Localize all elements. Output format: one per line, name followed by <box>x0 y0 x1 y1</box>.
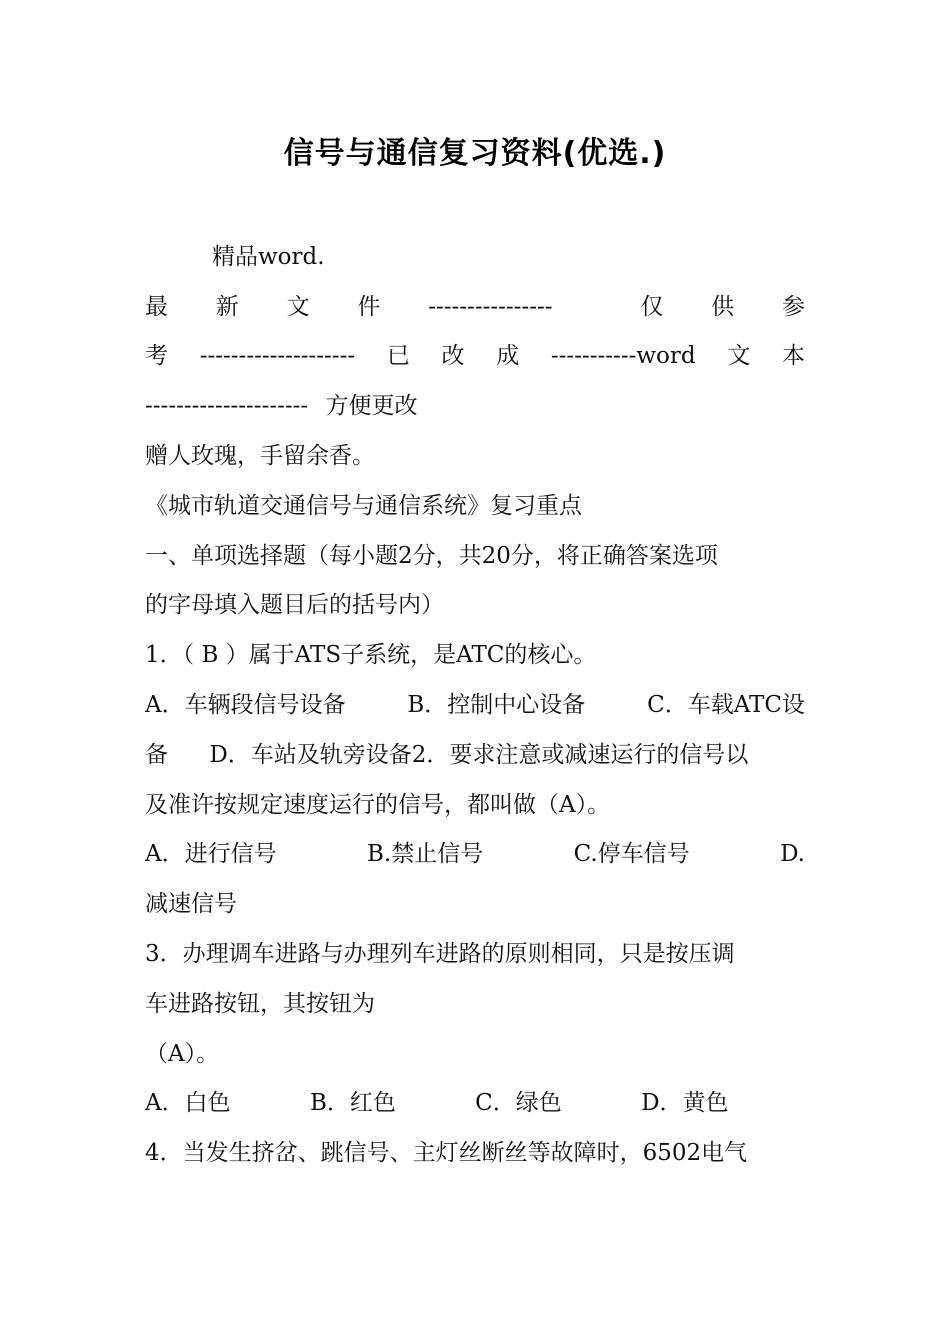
option-c: C．车载ATC设 <box>647 692 805 718</box>
greeting-line: 赠人玫瑰，手留余香。 <box>145 443 375 469</box>
option-d: D. <box>780 841 805 867</box>
option-a: A．进行信号 <box>145 841 277 867</box>
option-b: B．红色 <box>309 1090 396 1116</box>
notice-char: 改 <box>441 343 465 369</box>
question-type-heading: 一、单项选择题（每小题2分，共20分，将正确答案选项 <box>145 543 718 569</box>
notice-char: 仅 <box>640 294 664 320</box>
question-2-options <box>145 839 805 869</box>
option-a: A．车辆段信号设备 <box>145 692 346 718</box>
notice-char: 件 <box>357 294 381 320</box>
notice-line-2 <box>145 341 805 371</box>
notice-line-1 <box>145 292 805 322</box>
notice-char: 文 <box>727 343 751 369</box>
notice-char: 参 <box>781 294 805 320</box>
question-1-options <box>145 690 805 720</box>
option-d: D．黄色 <box>641 1090 729 1116</box>
option-c-cont: 备 <box>145 742 168 768</box>
notice-char: 已 <box>386 343 410 369</box>
notice-dashes: ---------------- <box>428 294 553 320</box>
notice-dashes: -----------word <box>550 343 696 369</box>
notice-char: 考 <box>145 343 168 369</box>
notice-dashes: --------------------- <box>145 393 309 419</box>
notice-char: 文 <box>286 294 310 320</box>
option-c: C.停车信号 <box>573 841 690 867</box>
notice-char: 成 <box>496 343 520 369</box>
question-2 <box>145 740 805 770</box>
option-b: B.禁止信号 <box>367 841 484 867</box>
section-heading: 《城市轨道交通信号与通信系统》复习重点 <box>145 493 582 519</box>
question-3: 3．办理调车进路与办理列车进路的原则相同，只是按压调 <box>145 941 735 967</box>
question-1: 1．（ B ）属于ATS子系统，是ATC的核心。 <box>145 642 597 668</box>
question-2-option-d-cont: 减速信号 <box>145 891 237 917</box>
option-b: B．控制中心设备 <box>407 692 586 718</box>
question-3-options <box>145 1088 805 1118</box>
question-type-heading-cont: 的字母填入题目后的括号内） <box>145 592 444 618</box>
question-3-answer: （A）。 <box>145 1041 220 1067</box>
notice-dashes: -------------------- <box>199 343 356 369</box>
option-a: A．白色 <box>145 1090 231 1116</box>
notice-text: 方便更改 <box>325 393 418 419</box>
notice-char: 最 <box>145 294 168 320</box>
question-4: 4．当发生挤岔、跳信号、主灯丝断丝等故障时，6502电气 <box>145 1140 748 1166</box>
document-title: 信号与通信复习资料(优选.) <box>283 136 667 171</box>
option-c: C．绿色 <box>475 1090 562 1116</box>
notice-char: 本 <box>782 343 805 369</box>
notice-line-3 <box>145 391 805 421</box>
notice-char: 新 <box>215 294 239 320</box>
watermark-line: 精品word. <box>212 244 325 270</box>
question-3-cont: 车进路按钮，其按钮为 <box>145 991 375 1017</box>
question-2-cont: 及准许按规定速度运行的信号，都叫做（A）。 <box>145 792 611 818</box>
option-d-and-question-2: D．车站及轨旁设备2．要求注意或减速运行的信号以 <box>209 742 749 768</box>
notice-char: 供 <box>711 294 735 320</box>
